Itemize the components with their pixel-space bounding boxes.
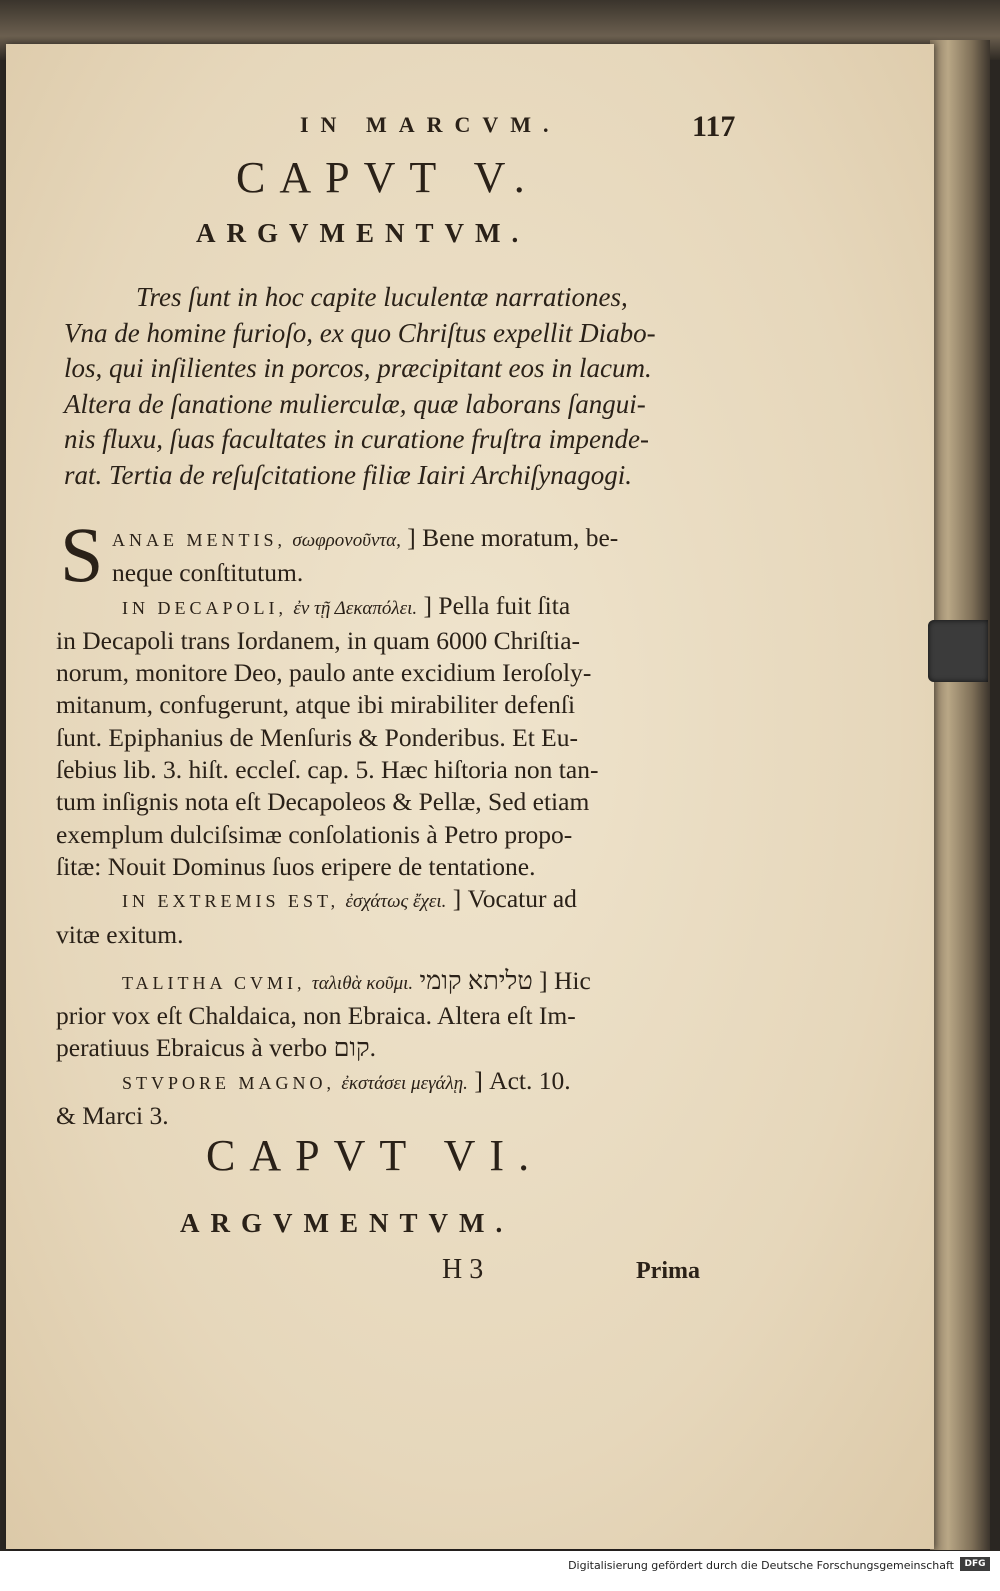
commentary-notes [56, 511, 726, 1132]
note-line: ſebius lib. 3. hiſt. eccleſ. cap. 5. Hæc hiſtoria non tan- [56, 755, 599, 785]
note-lemma: IN DECAPOLI, [122, 597, 287, 618]
note-text: ] Act. 10. [474, 1065, 571, 1095]
footer-bar [0, 1551, 1000, 1591]
note-line [56, 1032, 726, 1064]
book-clasp [928, 620, 988, 682]
note-line: mitanum, confugerunt, atque ibi mirabiliter defenſi [56, 690, 576, 720]
argument-line: rat. Tertia de reſuſcitatione filiæ Iairi Archiſynagogi. [64, 459, 632, 490]
note-line: tum inſignis nota eſt Decapoleos & Pellæ, Sed etiam [56, 787, 590, 817]
note-text: peratiuus Ebraicus à verbo [56, 1033, 328, 1063]
running-head: IN MARCVM. [300, 112, 561, 137]
note-text: ] Vocatur ad [452, 884, 577, 914]
argument-line: Tres ſunt in hoc capite luculentæ narrationes, [136, 282, 628, 312]
note-lemma: TALITHA CVMI, [122, 972, 306, 993]
note-line: norum, monitore Deo, paulo ante excidium Ieroſoly- [56, 658, 592, 688]
note-hebrew: קום. [333, 1033, 377, 1063]
argument-line: Vna de homine furioſo, ex quo Chriſtus expellit Diabo- [64, 317, 656, 348]
chapter-title-5: CAPVT V. [236, 153, 539, 202]
note-greek: ἐν τῇ Δεκαπόλει. [293, 597, 418, 619]
note-line: prior vox eſt Chaldaica, non Ebraica. Altera eſt Im- [56, 1001, 576, 1031]
note-text: ] Pella fuit ſita [423, 590, 571, 620]
note-greek: σωφρονοῦντα, [292, 530, 401, 551]
note-line: & Marci 3. [56, 1101, 169, 1131]
signature-mark: H 3 [442, 1254, 484, 1285]
note-line [56, 965, 726, 1000]
note-line [56, 590, 726, 625]
drop-cap: S [60, 511, 104, 598]
argument-heading-6: ARGVMENTVM. [180, 1208, 514, 1238]
note-text: ] Hic [539, 965, 591, 995]
argument-line: Altera de ſanatione mulierculæ, quæ laborans ſangui- [64, 388, 646, 419]
footer-credit: Digitalisierung gefördert durch die Deutsche Forschungsgemeinschaft [568, 1559, 954, 1572]
note-greek: ἐκστάσει μεγάλῃ. [341, 1072, 468, 1094]
chapter-title-6: CAPVT VI. [206, 1131, 544, 1180]
page-number: 117 [692, 110, 736, 143]
book-fore-edge [930, 40, 990, 1550]
note-greek: ταλιθὰ κοῦμι. [311, 972, 414, 994]
note-line: in Decapoli trans Iordanem, in quam 6000 Chriſtia- [56, 625, 581, 655]
note-line: ſitæ: Nouit Dominus ſuos eripere de tentatione. [56, 851, 536, 881]
note-text: ] Bene moratum, be- [407, 523, 619, 552]
argument-text-5 [64, 280, 734, 493]
note-line: exemplum dulciſsimæ conſolationis à Petro propo- [56, 819, 573, 849]
argument-heading-5: ARGVMENTVM. [196, 218, 530, 248]
note-line: ſunt. Epiphanius de Menſuris & Ponderibus. Et Eu- [56, 722, 578, 752]
note-greek: ἐσχάτως ἔχει. [345, 891, 447, 913]
argument-line: los, qui inſilientes in porcos, præcipitant eos in lacum. [64, 353, 652, 383]
note-line: neque conſtitutum. [112, 558, 304, 588]
note-line [56, 883, 726, 918]
note-line: vitæ exitum. [56, 919, 184, 949]
note-line [56, 1065, 726, 1100]
catchword: Prima [636, 1258, 700, 1284]
note-line [56, 522, 726, 557]
note-lemma: ANAE MENTIS, [112, 530, 286, 550]
note-lemma: IN EXTREMIS EST, [122, 891, 340, 912]
note-lemma: STVPORE MAGNO, [122, 1072, 336, 1093]
argument-line: nis fluxu, ſuas facultates in curatione fruſtra impende- [64, 424, 649, 454]
dfg-logo-icon: DFG [960, 1557, 990, 1571]
note-hebrew: טליתא קומי [419, 965, 533, 995]
